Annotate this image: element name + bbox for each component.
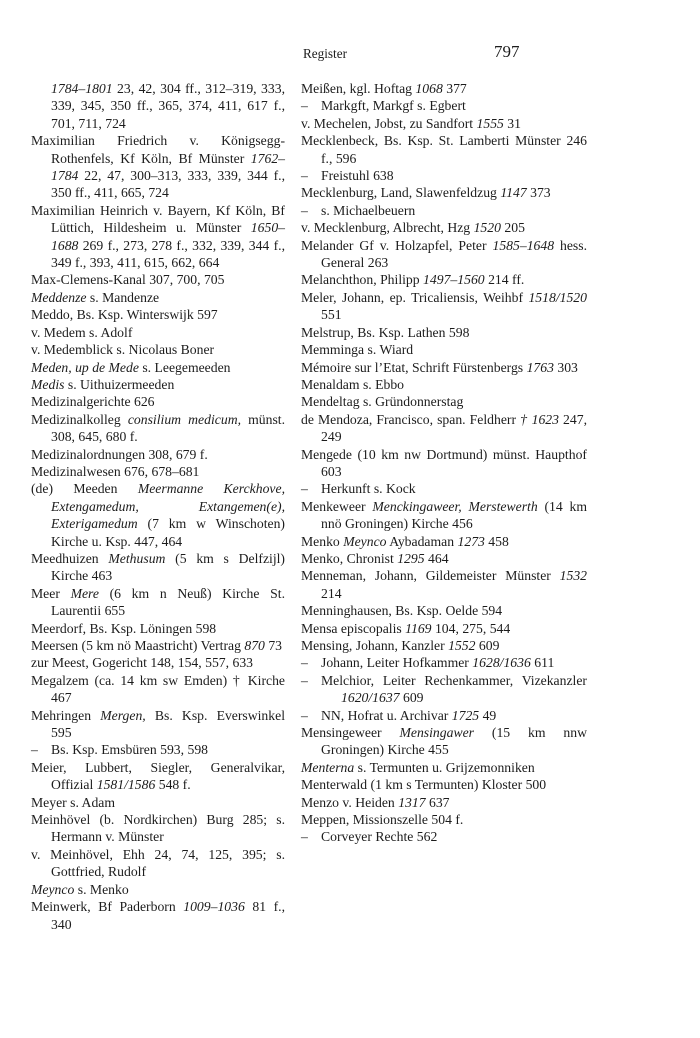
- entry-italic-text: 1295: [397, 550, 425, 566]
- index-subentry: [301, 828, 587, 845]
- index-subentry: [301, 202, 587, 219]
- entry-text: Meyer s. Adam: [31, 794, 116, 810]
- index-entry: [301, 776, 587, 793]
- entry-text: (14 km nnö Groningen) Kirche 456: [321, 498, 587, 532]
- index-column-right: [301, 80, 587, 846]
- entry-text: 214: [321, 585, 342, 601]
- index-entry: [31, 637, 285, 654]
- entry-text: 637: [425, 794, 450, 810]
- entry-text: 551: [321, 307, 342, 323]
- entry-text: de Mendoza, Francisco, span. Feldherr: [301, 411, 521, 427]
- entry-text: Bs. Ksp. Emsbüren 593, 598: [51, 742, 209, 758]
- entry-text: Medizinalkolleg: [31, 411, 128, 427]
- entry-text: 548 f.: [155, 777, 191, 793]
- entry-italic-text: Methusum: [108, 550, 166, 566]
- entry-text: Meier, Lubbert, Siegler, Generalvikar, Offizial: [31, 759, 285, 793]
- entry-text: Melchior, Leiter Rechenkammer, Vizekanzler: [321, 672, 587, 688]
- entry-text: münst. 308, 645, 680 f.: [51, 411, 285, 445]
- entry-italic-text: 1555: [476, 115, 504, 131]
- index-entry: [31, 620, 285, 637]
- entry-text: Medizinalordnungen 308, 679 f.: [31, 446, 208, 462]
- entry-italic-text: Meermanne Kerckhove, Extengamedum, Extangemen(e), Exterigamedum: [51, 481, 285, 532]
- entry-italic-text: 1009–1036: [183, 899, 245, 915]
- index-entry: [31, 446, 285, 463]
- entry-italic-text: 1552: [448, 638, 476, 653]
- entry-text: Menko: [301, 533, 344, 549]
- entry-text: Mensing, Johann, Kanzler: [301, 638, 449, 653]
- entry-italic-text: consilium medicum,: [127, 411, 241, 427]
- entry-text: Mecklenburg, Land, Slawenfeldzug: [301, 185, 501, 201]
- entry-text: Markgft, Markgf s. Egbert: [321, 98, 466, 114]
- entry-text: Meddo, Bs. Ksp. Winterswijk 597: [31, 307, 218, 323]
- index-entry: [301, 289, 587, 324]
- index-entry: [31, 898, 285, 933]
- entry-text: Melanchthon, Philipp: [301, 272, 424, 288]
- index-entry: [301, 637, 587, 654]
- index-entry: [301, 759, 587, 776]
- index-entry: [31, 306, 285, 323]
- index-subentry: [301, 672, 587, 707]
- entry-text: Melstrup, Bs. Ksp. Lathen 598: [301, 324, 470, 340]
- subentry-dash: –: [31, 742, 38, 758]
- index-column-left: [31, 80, 285, 933]
- index-entry: [31, 480, 285, 550]
- entry-text: (5 km s Delfzijl) Kirche 463: [51, 550, 285, 584]
- index-entry: [31, 324, 285, 341]
- entry-text: Meer: [31, 585, 71, 601]
- index-entry: [301, 602, 587, 619]
- index-entry: [31, 846, 285, 881]
- entry-italic-text: Meynco: [343, 533, 387, 549]
- index-entry: [31, 881, 285, 898]
- entry-text: Mecklenbeck, Bs. Ksp. St. Lamberti Münster 246 f., 596: [301, 133, 587, 166]
- subentry-dash: –: [301, 168, 308, 184]
- entry-text: Menneman, Johann, Gildemeister Münster: [301, 568, 560, 584]
- entry-italic-text: 1585–1648: [492, 237, 555, 253]
- entry-text: Mémoire sur l’Etat, Schrift Fürstenbergs: [301, 359, 527, 375]
- index-subentry: [301, 654, 587, 671]
- entry-text: 81 f., 340: [51, 899, 285, 932]
- entry-text: 31: [503, 115, 521, 131]
- index-entry: [301, 132, 587, 167]
- entry-italic-text: Mere: [70, 585, 99, 601]
- entry-text: Megalzem (ca. 14 km sw Emden) † Kirche 467: [31, 672, 285, 706]
- entry-text: Max-Clemens-Kanal 307, 700, 705: [31, 272, 225, 288]
- entry-italic-text: 1725: [451, 707, 480, 723]
- entry-text: 104, 275, 544: [431, 620, 511, 636]
- entry-text: Corveyer Rechte 562: [321, 829, 438, 845]
- entry-text: Aybadaman: [386, 533, 458, 549]
- index-entry: [31, 463, 285, 480]
- entry-text: Mengede (10 km nw Dortmund) münst. Haupthof 603: [301, 446, 587, 479]
- entry-italic-text: 1784–1801: [51, 81, 113, 96]
- entry-text: (6 km n Neuß) Kirche St. Laurentii 655: [51, 585, 285, 619]
- index-entry: [31, 794, 285, 811]
- running-head: Register: [303, 46, 347, 61]
- index-entry: [31, 271, 285, 288]
- entry-italic-text: 1762–1784: [51, 150, 285, 184]
- entry-italic-text: Menterna: [301, 759, 355, 775]
- index-entry: [301, 533, 587, 550]
- entry-italic-text: Mensingawer: [399, 725, 474, 741]
- entry-italic-text: 1518/1520: [528, 289, 587, 305]
- index-entry: [301, 271, 587, 288]
- index-entry: [31, 585, 285, 620]
- entry-italic-text: 1147: [500, 185, 527, 201]
- entry-text: (15 km nnw Groningen) Kirche 455: [321, 725, 588, 758]
- index-entry: [31, 341, 285, 358]
- entry-text: Mendeltag s. Gründonnerstag: [301, 394, 464, 410]
- index-entry: [301, 359, 587, 376]
- index-entry-continuation: [31, 80, 285, 132]
- entry-text: Johann, Leiter Hofkammer: [321, 655, 473, 671]
- entry-text: Maximilian Friedrich v. Königsegg-Rothenfels, Kf Köln, Bf Münster: [31, 133, 285, 166]
- index-entry: [301, 219, 587, 236]
- entry-text: zur Meest, Gogericht 148, 154, 557, 633: [31, 655, 254, 671]
- entry-text: hess. General 263: [321, 237, 587, 271]
- index-entry: [301, 411, 587, 446]
- index-entry: [31, 672, 285, 707]
- entry-text: Menkeweer: [301, 498, 373, 514]
- index-entry: [31, 132, 285, 202]
- index-entry: [301, 80, 587, 97]
- entry-text: Mensa episcopalis: [301, 620, 406, 636]
- index-entry: [301, 376, 587, 393]
- index-entry: [31, 359, 285, 376]
- entry-italic-text: Mergen,: [100, 707, 146, 723]
- entry-text: 373: [526, 185, 551, 201]
- entry-text: Meersen (5 km nö Maastricht) Vertrag: [31, 638, 245, 653]
- entry-text: Mensingeweer: [301, 725, 400, 741]
- entry-text: 611: [530, 655, 555, 671]
- entry-italic-text: 1532: [559, 568, 587, 584]
- index-entry: [301, 811, 587, 828]
- entry-text: 609: [475, 638, 500, 653]
- index-entry: [31, 550, 285, 585]
- entry-text: 464: [424, 550, 449, 566]
- entry-italic-text: 870: [244, 638, 265, 653]
- index-entry: [31, 811, 285, 846]
- entry-italic-text: 1620/1637: [341, 690, 400, 706]
- entry-text: (7 km w Winschoten) Kirche u. Ksp. 447, 464: [51, 516, 285, 549]
- index-subentry: [301, 707, 587, 724]
- entry-italic-text: Medis: [31, 376, 65, 392]
- entry-text: Meppen, Missionszelle 504 f.: [301, 812, 464, 828]
- index-entry: [301, 393, 587, 410]
- subentry-dash: –: [301, 655, 308, 671]
- entry-text: Medizinalwesen 676, 678–681: [31, 463, 200, 479]
- entry-text: v. Medem s. Adolf: [31, 324, 133, 340]
- index-entry: [31, 759, 285, 794]
- entry-italic-text: 1068: [415, 81, 443, 96]
- subentry-dash: –: [301, 202, 308, 218]
- entry-text: s. Menko: [74, 881, 129, 897]
- index-entry: [31, 411, 285, 446]
- entry-text: Meedhuizen: [31, 550, 109, 566]
- index-entry: [301, 341, 587, 358]
- index-entry: [31, 654, 285, 671]
- entry-italic-text: 1273: [457, 533, 485, 549]
- entry-text: Mehringen: [31, 707, 101, 723]
- entry-italic-text: 1763: [526, 359, 554, 375]
- index-entry: [31, 376, 285, 393]
- index-entry: [31, 707, 285, 742]
- entry-text: (de) Meeden: [31, 481, 138, 497]
- entry-text: Meler, Johann, ep. Tricaliensis, Weihbf: [301, 289, 529, 305]
- entry-text: 22, 47, 300–313, 333, 339, 344 f., 350 ff., 411, 665, 724: [51, 168, 285, 201]
- subentry-dash: –: [301, 481, 308, 497]
- page-header: [0, 44, 700, 68]
- entry-italic-text: Meynco: [31, 881, 75, 897]
- entry-italic-text: 1581/1586: [96, 777, 156, 793]
- entry-text: Meißen, kgl. Hoftag: [301, 81, 416, 96]
- index-subentry: [31, 741, 285, 758]
- subentry-dash: –: [301, 707, 308, 723]
- subentry-dash: –: [301, 672, 308, 688]
- entry-text: 377: [442, 81, 467, 96]
- entry-text: Freistuhl 638: [321, 168, 394, 184]
- entry-text: 23, 42, 304 ff., 312–319, 333, 339, 345, 350 ff., 365, 374, 411, 617 f., 701, 711, 724: [51, 81, 285, 131]
- entry-text: v. Meinhövel, Ehh 24, 74, 125, 395; s. Gottfried, Rudolf: [31, 846, 285, 880]
- entry-text: Meinhövel (b. Nordkirchen) Burg 285; s. Hermann v. Münster: [31, 812, 285, 845]
- entry-text: Bs. Ksp. Everswinkel 595: [51, 707, 285, 741]
- entry-italic-text: Meddenze: [31, 289, 87, 305]
- index-entry: [31, 393, 285, 410]
- entry-text: Menninghausen, Bs. Ksp. Oelde 594: [301, 603, 503, 619]
- entry-text: 609: [399, 690, 424, 706]
- entry-text: 269 f., 273, 278 f., 332, 339, 344 f., 349 f., 393, 411, 615, 662, 664: [51, 237, 285, 271]
- index-entry: [301, 498, 587, 533]
- entry-text: Meerdorf, Bs. Ksp. Löningen 598: [31, 620, 217, 636]
- entry-italic-text: Meden, up de Mede: [31, 359, 139, 375]
- entry-text: 205: [500, 220, 525, 236]
- index-entry: [301, 237, 587, 272]
- entry-text: v. Medemblick s. Nicolaus Boner: [31, 342, 215, 358]
- index-subentry: [301, 97, 587, 114]
- index-entry: [301, 794, 587, 811]
- entry-text: 214 ff.: [484, 272, 525, 288]
- entry-italic-text: † 1623: [520, 411, 559, 427]
- entry-italic-text: Menckingaweer, Merstewerth: [372, 498, 538, 514]
- index-subentry: [301, 167, 587, 184]
- index-entry: [301, 724, 587, 759]
- entry-text: s. Mandenze: [86, 289, 160, 305]
- subentry-dash: –: [301, 98, 308, 114]
- page-number: 797: [494, 42, 520, 61]
- entry-text: Menzo v. Heiden: [301, 794, 399, 810]
- index-subentry: [301, 480, 587, 497]
- entry-italic-text: 1497–1560: [423, 272, 485, 288]
- index-entry: [31, 202, 285, 272]
- entry-text: 49: [479, 707, 497, 723]
- entry-text: Maximilian Heinrich v. Bayern, Kf Köln, Bf Lüttich, Hildesheim u. Münster: [31, 202, 285, 236]
- subentry-dash: –: [301, 829, 308, 845]
- entry-text: v. Mechelen, Jobst, zu Sandfort: [301, 115, 477, 131]
- entry-italic-text: 1169: [405, 620, 432, 636]
- entry-text: s. Leegemeeden: [138, 359, 231, 375]
- entry-italic-text: 1317: [398, 794, 426, 810]
- entry-text: Medizinalgerichte 626: [31, 394, 155, 410]
- entry-text: s. Uithuizermeeden: [64, 376, 175, 392]
- entry-text: NN, Hofrat u. Archivar: [321, 707, 452, 723]
- entry-text: Herkunft s. Kock: [321, 481, 416, 497]
- entry-text: Menterwald (1 km s Termunten) Kloster 500: [301, 777, 547, 793]
- index-entry: [301, 620, 587, 637]
- index-entry: [301, 324, 587, 341]
- index-entry: [301, 184, 587, 201]
- entry-text: Menko, Chronist: [301, 550, 398, 566]
- entry-text: s. Michaelbeuern: [321, 202, 416, 218]
- entry-text: v. Mecklenburg, Albrecht, Hzg: [301, 220, 474, 236]
- entry-italic-text: 1520: [473, 220, 501, 236]
- index-entry: [301, 446, 587, 481]
- entry-text: 303: [553, 359, 578, 375]
- entry-text: Menaldam s. Ebbo: [301, 376, 405, 392]
- entry-text: Meinwerk, Bf Paderborn: [31, 899, 184, 915]
- entry-text: s. Termunten u. Grijzemonniken: [354, 759, 535, 775]
- index-entry: [31, 289, 285, 306]
- entry-text: Melander Gf v. Holzapfel, Peter: [301, 237, 493, 253]
- index-entry: [301, 115, 587, 132]
- entry-text: Memminga s. Wiard: [301, 342, 414, 358]
- entry-text: 73: [264, 638, 282, 653]
- entry-italic-text: 1628/1636: [472, 655, 531, 671]
- index-entry: [301, 550, 587, 567]
- entry-text: 458: [484, 533, 509, 549]
- entry-italic-text: 1650–1688: [51, 220, 285, 253]
- index-entry: [301, 567, 587, 602]
- entry-text: 247, 249: [321, 411, 588, 445]
